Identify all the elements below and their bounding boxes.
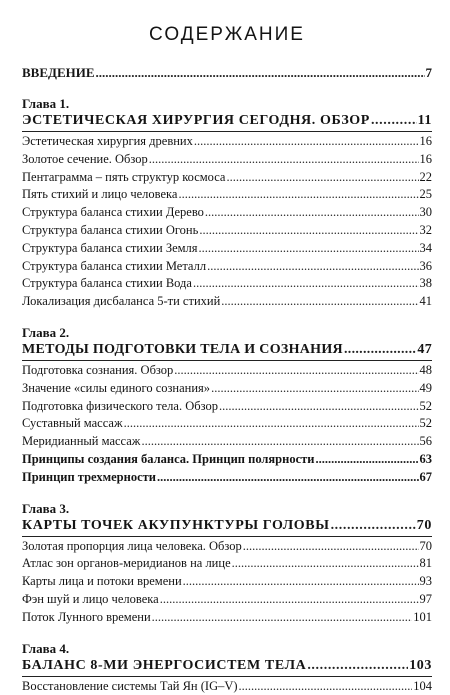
chapter-label: Глава 1. — [22, 96, 70, 111]
entry-page: 41 — [419, 294, 432, 309]
leader-dots — [371, 112, 417, 130]
toc-entry[interactable] — [22, 469, 432, 487]
entry-page: 36 — [419, 258, 432, 273]
leader-dots — [160, 591, 419, 609]
leader-dots — [226, 169, 418, 187]
entry-page: 101 — [413, 609, 432, 624]
entry-page: 34 — [419, 240, 432, 255]
entry-text: Золотая пропорция лица человека. Обзор — [22, 538, 242, 553]
toc-entry[interactable] — [22, 151, 432, 169]
toc-page — [22, 0, 432, 695]
leader-dots — [193, 275, 419, 293]
entry-text: Принципы создания баланса. Принцип полярности — [22, 451, 315, 466]
leader-dots — [331, 517, 416, 535]
toc-entry[interactable] — [22, 591, 432, 609]
toc-entry[interactable] — [22, 678, 432, 695]
leader-dots — [96, 64, 425, 82]
entry-page: 63 — [419, 451, 432, 466]
entry-text: Атлас зон органов-меридианов на лице — [22, 556, 231, 571]
chapter-label: Глава 2. — [22, 324, 70, 340]
chapter-rule — [22, 131, 432, 132]
leader-dots — [232, 555, 419, 573]
leader-dots — [194, 133, 419, 151]
entry-page: 48 — [419, 362, 432, 377]
chapter-rule — [22, 536, 432, 537]
entry-text: Локализация дисбаланса 5-ти стихий — [22, 294, 221, 309]
entry-page: 56 — [419, 434, 432, 449]
leader-dots — [315, 451, 418, 469]
entry-page: 97 — [419, 591, 432, 606]
leader-dots — [205, 204, 419, 222]
entry-page: 70 — [419, 538, 432, 553]
chapter-title-text: МЕТОДЫ ПОДГОТОВКИ ТЕЛА И СОЗНАНИЯ — [22, 341, 343, 357]
toc-title: СОДЕРЖАНИЕ — [149, 24, 305, 45]
entry-text: Подготовка сознания. Обзор — [22, 362, 174, 377]
entry-text: Структура баланса стихии Дерево — [22, 205, 204, 220]
toc-entry[interactable] — [22, 609, 432, 627]
toc-entry[interactable] — [22, 240, 432, 258]
entry-text: Подготовка физического тела. Обзор — [22, 398, 218, 413]
entry-page: 52 — [419, 416, 432, 431]
toc-entry[interactable] — [22, 398, 432, 416]
entry-text: Структура баланса стихии Земля — [22, 240, 198, 255]
entry-text: Значение «силы единого сознания» — [22, 380, 211, 395]
entry-text: Структура баланса стихии Металл — [22, 258, 207, 273]
toc-entry[interactable] — [22, 451, 432, 469]
entry-text: Эстетическая хирургия древних — [22, 134, 193, 148]
chapter-label: Глава 3. — [22, 500, 70, 516]
leader-dots — [199, 222, 418, 240]
entry-page: 16 — [419, 151, 432, 166]
entry-text: Восстановление системы Тай Ян (IG–V) — [22, 678, 238, 693]
chapter-2 — [22, 325, 432, 487]
entry-text: Меридианный массаж — [22, 434, 141, 449]
entry-page: 81 — [419, 556, 432, 571]
leader-dots — [307, 657, 408, 675]
entry-text: Поток Лунного времени — [22, 609, 151, 624]
chapter-title-text: ЭСТЕТИЧЕСКАЯ ХИРУРГИЯ СЕГОДНЯ. ОБЗОР — [22, 113, 370, 128]
entry-page: 67 — [419, 469, 432, 484]
chapter-1 — [22, 96, 432, 311]
chapter-title[interactable] — [22, 341, 432, 359]
chapter-title-text: КАРТЫ ТОЧЕК АКУПУНКТУРЫ ГОЛОВЫ — [22, 517, 330, 533]
leader-dots — [174, 362, 418, 380]
chapter-page: 47 — [417, 341, 432, 357]
leader-dots — [243, 538, 419, 556]
entry-page: 25 — [419, 187, 432, 202]
intro-entry[interactable] — [22, 64, 432, 82]
toc-entry[interactable] — [22, 275, 432, 293]
entry-text: Фэн шуй и лицо человека — [22, 591, 159, 606]
entry-text: Пять стихий и лицо человека — [22, 187, 178, 202]
chapter-title[interactable] — [22, 517, 432, 535]
entry-text: Золотое сечение. Обзор — [22, 151, 148, 166]
intro-section — [22, 64, 432, 82]
chapter-page: 103 — [409, 657, 432, 673]
toc-entry[interactable] — [22, 415, 432, 433]
entry-page: 30 — [419, 205, 432, 220]
entry-text: Суставный массаж — [22, 416, 123, 431]
toc-entry[interactable] — [22, 362, 432, 380]
entry-page: 16 — [419, 134, 432, 148]
chapter-title[interactable] — [22, 657, 432, 675]
entry-text: Пентаграмма – пять структур космоса — [22, 169, 226, 184]
toc-entry[interactable] — [22, 380, 432, 398]
chapter-title-text: БАЛАНС 8-МИ ЭНЕРГОСИСТЕМ ТЕЛА — [22, 657, 307, 673]
leader-dots — [149, 151, 419, 169]
leader-dots — [157, 469, 419, 487]
toc-entry[interactable] — [22, 538, 432, 556]
toc-entry[interactable] — [22, 573, 432, 591]
toc-entry[interactable] — [22, 258, 432, 276]
toc-entry[interactable] — [22, 222, 432, 240]
leader-dots — [178, 186, 418, 204]
leader-dots — [219, 398, 419, 416]
toc-entry[interactable] — [22, 133, 432, 151]
chapter-4 — [22, 641, 432, 695]
entry-text: Структура баланса стихии Вода — [22, 276, 192, 291]
leader-dots — [344, 341, 416, 359]
entry-text: Структура баланса стихии Огонь — [22, 222, 199, 237]
leader-dots — [152, 609, 413, 627]
entry-page: 32 — [419, 222, 432, 237]
chapter-rule — [22, 360, 432, 361]
leader-dots — [199, 240, 419, 258]
toc-entry[interactable] — [22, 293, 432, 311]
leader-dots — [221, 293, 418, 311]
leader-dots — [239, 678, 413, 695]
chapter-3 — [22, 501, 432, 627]
leader-dots — [207, 258, 418, 276]
leader-dots — [183, 573, 419, 591]
entry-page: 49 — [419, 380, 432, 395]
intro-label: ВВЕДЕНИЕ — [22, 65, 95, 80]
entry-page: 22 — [419, 169, 432, 184]
toc-entry[interactable] — [22, 204, 432, 222]
entry-text: Карты лица и потоки времени — [22, 574, 182, 589]
leader-dots — [124, 415, 419, 433]
toc-entry[interactable] — [22, 433, 432, 451]
chapter-title[interactable] — [22, 112, 432, 130]
chapter-page: 70 — [416, 517, 432, 533]
toc-entry[interactable] — [22, 555, 432, 573]
toc-entry[interactable] — [22, 169, 432, 187]
entry-page: 52 — [419, 398, 432, 413]
chapter-label: Глава 4. — [22, 640, 70, 656]
entry-page: 38 — [419, 276, 432, 291]
entry-page: 104 — [413, 678, 432, 693]
intro-page: 7 — [425, 65, 432, 80]
entry-page: 93 — [419, 574, 432, 589]
leader-dots — [141, 433, 418, 451]
chapter-page: 11 — [417, 113, 432, 128]
entry-text: Принцип трехмерности — [22, 469, 156, 484]
chapter-rule — [22, 676, 432, 677]
toc-entry[interactable] — [22, 186, 432, 204]
leader-dots — [211, 380, 418, 398]
